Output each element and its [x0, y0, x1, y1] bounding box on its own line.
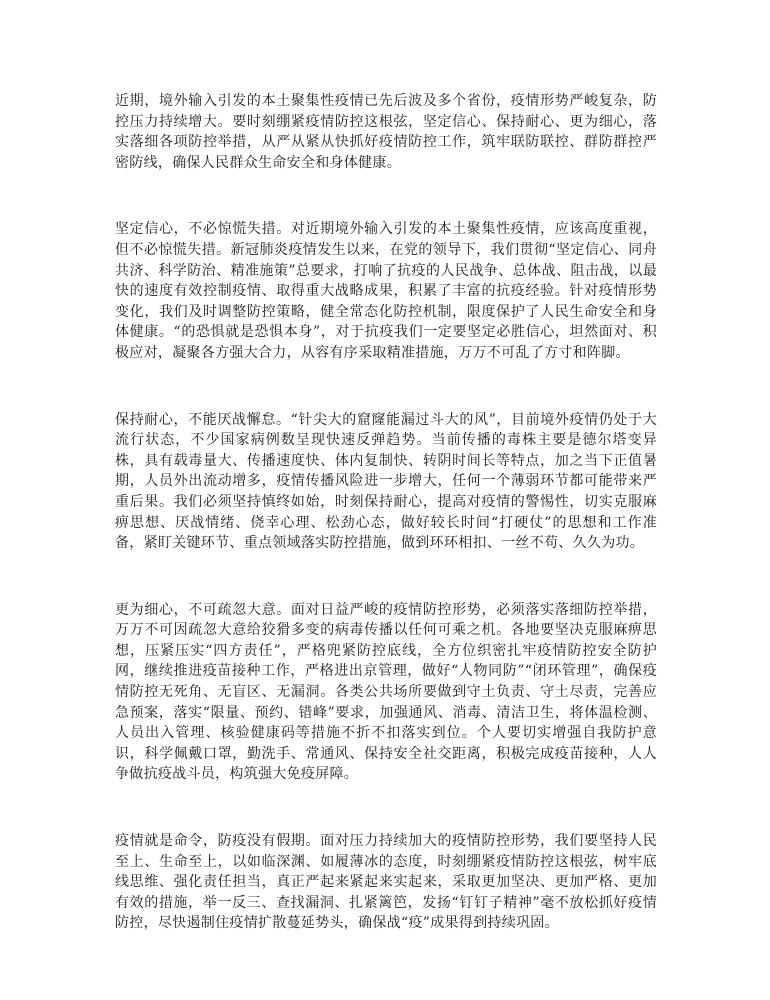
paragraph-confidence: 坚定信心，不必惊慌失措。对近期境外输入引发的本土聚集性疫情，应该高度重视，但不必惊慌失措。新冠肺炎疫情发生以来，在党的领导下，我们贯彻“坚定信心、同舟共济、科学防治、精准施策”总要求，打响了抗疫的人民战争、总体战、阻击战，以最快的速度有效控制疫情、取得重大战略成果，积累了丰富的抗疫经验。针对疫情形势变化，我们及时调整防控策略，健全常态化防控机制，限度保护了人民生命安全和身体健康。“的恐惧就是恐惧本身”，对于抗疫我们一定要坚定必胜信心，坦然面对、积极应对，凝聚各方强大合力，从容有序采取精准措施，万万不可乱了方寸和阵脚。 — [115, 221, 657, 361]
paragraph-conclusion: 疫情就是命令，防疫没有假期。面对压力持续加大的疫情防控形势，我们要坚持人民至上、生命至上，以如临深渊、如履薄冰的态度，时刻绷紧疫情防控这根弦，树牢底线思维、强化责任担当，真正严起来紧起来实起来，采取更加坚决、更加严格、更加有效的措施，举一反三、查找漏洞、扎紧篱笆，发扬“钉钉子精神”毫不放松抓好疫情防控，尽快遏制住疫情扩散蔓延势头，确保战“疫”成果得到持续巩固。 — [115, 833, 657, 932]
paragraph-intro: 近期，境外输入引发的本土聚集性疫情已先后波及多个省份，疫情形势严峻复杂，防控压力持续增大。要时刻绷紧疫情防控这根弦，坚定信心、保持耐心、更为细心，落实落细各项防控举措，从严从紧从快抓好疫情防控工作，筑牢联防联控、群防群控严密防线，确保人民群众生命安全和身体健康。 — [115, 93, 657, 171]
paragraph-patience: 保持耐心，不能厌战懈怠。“针尖大的窟窿能漏过斗大的风”，目前境外疫情仍处于大流行状态，不少国家病例数呈现快速反弹趋势。当前传播的毒株主要是德尔塔变异株，具有载毒量大、传播速度快、体内复制快、转阴时间长等特点，加之当下正值暑期，人员外出流动增多，疫情传播风险进一步增大，任何一个薄弱环节都可能带来严重后果。我们必须坚持慎终如始，时刻保持耐心，提高对疫情的警惕性，切实克服麻痹思想、厌战情绪、侥幸心理、松劲心态，做好较长时间“打硬仗”的思想和工作准备，紧盯关键环节、重点领域落实防控措施，做到环环相扣、一丝不苟、久久为功。 — [115, 411, 657, 552]
paragraph-carefulness: 更为细心，不可疏忽大意。面对日益严峻的疫情防控形势，必须落实落细防控举措，万万不可因疏忽大意给狡猾多变的病毒传播以任何可乘之机。各地要坚决克服麻痹思想，压紧压实“四方责任”，严格兜紧防控底线，全方位织密扎牢疫情防控安全防护网，继续推进疫苗接种工作，严格进出京管理，做好“人物同防”“闭环管理”，确保疫情防控无死角、无盲区、无漏洞。各类公共场所要做到守土负责、守土尽责，完善应急预案，落实“限量、预约、错峰”要求，加强通风、消毒、清洁卫生，将体温检测、人员出入管理、核验健康码等措施不折不扣落实到位。个人要切实增强自我防护意识，科学佩戴口罩，勤洗手、常通风、保持安全社交距离，积极完成疫苗接种，人人争做抗疫战斗员，构筑强大免疫屏障。 — [115, 601, 657, 783]
document-body — [115, 91, 657, 934]
